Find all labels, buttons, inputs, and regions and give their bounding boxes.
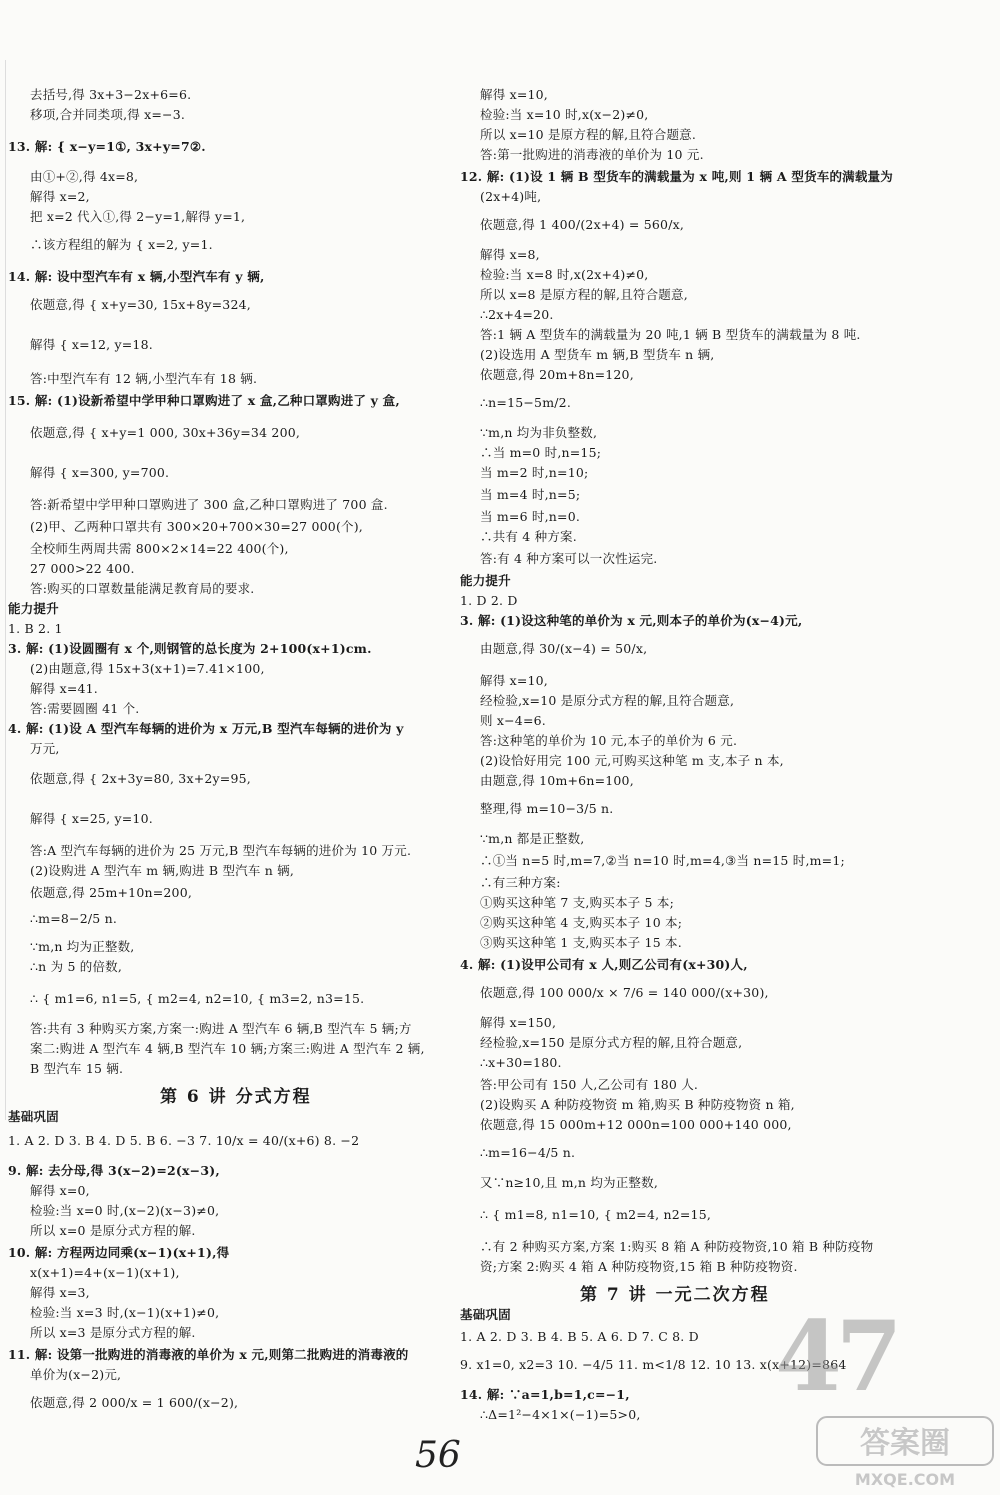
text-line: 移项,合并同类项,得 x=−3. [30,107,186,122]
text-line: (2)由题意,得 15x+3(x+1)=7.41×100, [30,661,265,676]
text-line: 答:1 辆 A 型货车的满载量为 20 吨,1 辆 B 型货车的满载量为 8 吨. [480,327,861,342]
text-line: ∴x+30=180. [480,1055,562,1070]
text-line: ∴n 为 5 的倍数, [30,959,123,974]
text-line: ∵m,n 均为非负整数, [480,425,598,440]
text-line: (2x+4)吨, [480,189,542,204]
text-line: ∵m,n 都是正整数, [480,831,585,846]
text-line: 答:第一批购进的消毒液的单价为 10 元. [480,147,704,162]
text-line: 案二:购进 A 型汽车 4 辆,B 型汽车 10 辆;方案三:购进 A 型汽车 2 辆, [30,1041,425,1056]
text-line: ∴Δ=1²−4×1×(−1)=5>0, [480,1407,641,1422]
text-line: 当 m=6 时,n=0. [480,509,581,524]
text-line: 资;方案 2:购买 4 箱 A 种防疫物资,15 箱 B 种防疫物资. [480,1259,798,1274]
section-heading-7: 第 7 讲 一元二次方程 [580,1285,770,1305]
text-line: 解得 x=10, [480,673,548,688]
text-line: ∴ { m1=8, n1=10, { m2=4, n2=15, [480,1207,712,1222]
text-line: (2)设恰好用完 100 元,可购买这种笔 m 支,本子 n 本, [480,753,784,768]
text-line: ∴n=15−5m/2. [480,395,572,410]
text-line: 单价为(x−2)元, [30,1367,122,1382]
text-line: 答:需要圆圈 41 个. [30,701,140,716]
text-line: 1. B 2. 1 [8,621,63,636]
text-line: 9. x1=0, x2=3 10. −4/5 11. m<1/8 12. 10 13. x(x+12)=864 [460,1357,847,1372]
text-line: 答:共有 3 种购买方案,方案一:购进 A 型汽车 6 辆,B 型汽车 5 辆;方 [30,1021,412,1036]
text-line: ∴共有 4 种方案. [480,529,577,544]
text-line: ∴有三种方案: [480,875,561,890]
text-line: 27 000>22 400. [30,561,135,576]
text-line: ∵m,n 均为正整数, [30,939,135,954]
text-line: 由题意,得 10m+6n=100, [480,773,634,788]
text-line: 则 x−4=6. [480,713,546,728]
problem-3: 3. 解: (1)设圆圈有 x 个,则钢管的总长度为 2+100(x+1)cm. [8,641,372,656]
problem-15: 15. 解: (1)设新希望中学甲种口罩购进了 x 盒,乙种口罩购进了 y 盒, [8,393,400,408]
text-line: 检验:当 x=3 时,(x−1)(x+1)≠0, [30,1305,220,1320]
text-line: 答:中型汽车有 12 辆,小型汽车有 18 辆. [30,371,258,386]
text-line: 依题意,得 { x+y=30, 15x+8y=324, [30,297,251,312]
text-line: 解得 x=41. [30,681,98,696]
text-line: 由①+②,得 4x=8, [30,169,139,184]
text-line: 解得 { x=300, y=700. [30,465,170,480]
text-line: 万元, [30,741,60,756]
text-line: 所以 x=3 是原分式方程的解. [30,1325,196,1340]
text-line: B 型汽车 15 辆. [30,1061,124,1076]
text-line: 依题意,得 2 000/x = 1 600/(x−2), [30,1395,239,1410]
problem-4: 4. 解: (1)设 A 型汽车每辆的进价为 x 万元,B 型汽车每辆的进价为 y [8,721,404,736]
text-line: (2)设购进 A 型汽车 m 辆,购进 B 型汽车 n 辆, [30,863,295,878]
text-line: 所以 x=0 是原分式方程的解. [30,1223,196,1238]
text-line: 检验:当 x=0 时,(x−2)(x−3)≠0, [30,1203,220,1218]
text-line: 依题意,得 20m+8n=120, [480,367,634,382]
text-line: 依题意,得 100 000/x × 7/6 = 140 000/(x+30), [480,985,769,1000]
text-line: 又∵n≥10,且 m,n 均为正整数, [480,1175,659,1190]
text-line: 依题意,得 15 000m+12 000n=100 000+140 000, [480,1117,792,1132]
page-number: 47 [775,1300,897,1413]
problem-10: 10. 解: 方程两边同乘(x−1)(x+1),得 [8,1245,230,1260]
problem-11: 11. 解: 设第一批购进的消毒液的单价为 x 元,则第二批购进的消毒液的 [8,1347,409,1362]
watermark-logo [815,1415,995,1490]
problem-3-right: 3. 解: (1)设这种笔的单价为 x 元,则本子的单价为(x−4)元, [460,613,803,628]
text-line: 解得 x=2, [30,189,90,204]
handwritten-note: 56 [415,1435,461,1476]
text-line: 所以 x=10 是原方程的解,且符合题意. [480,127,697,142]
text-line: ∴①当 n=5 时,m=7,②当 n=10 时,m=4,③当 n=15 时,m=1; [480,853,845,868]
text-line: 检验:当 x=10 时,x(x−2)≠0, [480,107,649,122]
section-label: 能力提升 [8,601,59,616]
text-line: 答:A 型汽车每辆的进价为 25 万元,B 型汽车每辆的进价为 10 万元. [30,843,412,858]
text-line: ②购买这种笔 4 支,购买本子 10 本; [480,915,683,930]
text-line: 1. A 2. D 3. B 4. D 5. B 6. −3 7. 10/x = 40/(x+6) 8. −2 [8,1133,360,1148]
text-line: 由题意,得 30/(x−4) = 50/x, [480,641,648,656]
text-line: (2)设选用 A 型货车 m 辆,B 型货车 n 辆, [480,347,715,362]
problem-13: 13. 解: { x−y=1①, 3x+y=7②. [8,139,206,154]
text-line: 当 m=2 时,n=10; [480,465,589,480]
text-line: 答:购买的口罩数量能满足教育局的要求. [30,581,255,596]
section-label: 基础巩固 [8,1109,59,1124]
text-line: ∴m=8−2/5 n. [30,911,118,926]
text-line: 经检验,x=10 是原分式方程的解,且符合题意, [480,693,735,708]
text-line: ∴有 2 种购买方案,方案 1:购买 8 箱 A 种防疫物资,10 箱 B 种防疫物 [480,1239,874,1254]
problem-12: 12. 解: (1)设 1 辆 B 型货车的满载量为 x 吨,则 1 辆 A 型货车的满载量为 [460,169,893,184]
text-line: ∴m=16−4/5 n. [480,1145,576,1160]
text-line: ∴ { m1=6, n1=5, { m2=4, n2=10, { m3=2, n3=15. [30,991,365,1006]
problem-4-right: 4. 解: (1)设甲公司有 x 人,则乙公司有(x+30)人, [460,957,748,972]
text-line: 解得 x=3, [30,1285,90,1300]
text-line: 所以 x=8 是原方程的解,且符合题意, [480,287,688,302]
text-line: 答:新希望中学甲种口罩购进了 300 盒,乙种口罩购进了 700 盒. [30,497,388,512]
text-line: 答:甲公司有 150 人,乙公司有 180 人. [480,1077,699,1092]
text-line: ∴2x+4=20. [480,307,554,322]
text-line: 检验:当 x=8 时,x(2x+4)≠0, [480,267,649,282]
text-line: 答:这种笔的单价为 10 元,本子的单价为 6 元. [480,733,738,748]
text-line: 答:有 4 种方案可以一次性运完. [480,551,658,566]
text-line: (2)甲、乙两种口罩共有 300×20+700×30=27 000(个), [30,519,363,534]
text-line: 1. A 2. D 3. B 4. B 5. A 6. D 7. C 8. D [460,1329,699,1344]
text-line: ①购买这种笔 7 支,购买本子 5 本; [480,895,674,910]
text-line: ③购买这种笔 1 支,购买本子 15 本. [480,935,682,950]
text-line: 当 m=4 时,n=5; [480,487,581,502]
problem-14-right: 14. 解: ∵a=1,b=1,c=−1, [460,1387,630,1402]
text-line: 解得 x=0, [30,1183,90,1198]
text-line: x(x+1)=4+(x−1)(x+1), [30,1265,180,1280]
text-line: 解得 x=8, [480,247,540,262]
text-line: ∴该方程组的解为 { x=2, y=1. [30,237,213,252]
text-line: 依题意,得 25m+10n=200, [30,885,193,900]
text-line: 解得 { x=12, y=18. [30,337,153,352]
text-line: 解得 x=10, [480,87,548,102]
text-line: 整理,得 m=10−3/5 n. [480,801,614,816]
problem-9: 9. 解: 去分母,得 3(x−2)=2(x−3), [8,1163,220,1178]
text-line: 依题意,得 1 400/(2x+4) = 560/x, [480,217,685,232]
svg-text:MXQE.COM: MXQE.COM [854,1470,956,1489]
section-heading-6: 第 6 讲 分式方程 [160,1087,312,1107]
text-line: (2)设购买 A 种防疫物资 m 箱,购买 B 种防疫物资 n 箱, [480,1097,795,1112]
text-line: 解得 x=150, [480,1015,557,1030]
text-line: ∴当 m=0 时,n=15; [480,445,602,460]
text-line: 解得 { x=25, y=10. [30,811,153,826]
text-line: 依题意,得 { x+y=1 000, 30x+36y=34 200, [30,425,301,440]
section-label: 能力提升 [460,573,511,588]
text-line: 去括号,得 3x+3−2x+6=6. [30,87,192,102]
page-margin-rule [5,60,6,1120]
text-line: 1. D 2. D [460,593,518,608]
text-line: 依题意,得 { 2x+3y=80, 3x+2y=95, [30,771,251,786]
problem-14: 14. 解: 设中型汽车有 x 辆,小型汽车有 y 辆, [8,269,265,284]
text-line: 把 x=2 代入①,得 2−y=1,解得 y=1, [30,209,246,224]
svg-text:答案圈: 答案圈 [860,1426,950,1461]
text-line: 经检验,x=150 是原分式方程的解,且符合题意, [480,1035,743,1050]
section-label: 基础巩固 [460,1307,511,1322]
text-line: 全校师生两周共需 800×2×14=22 400(个), [30,541,289,556]
